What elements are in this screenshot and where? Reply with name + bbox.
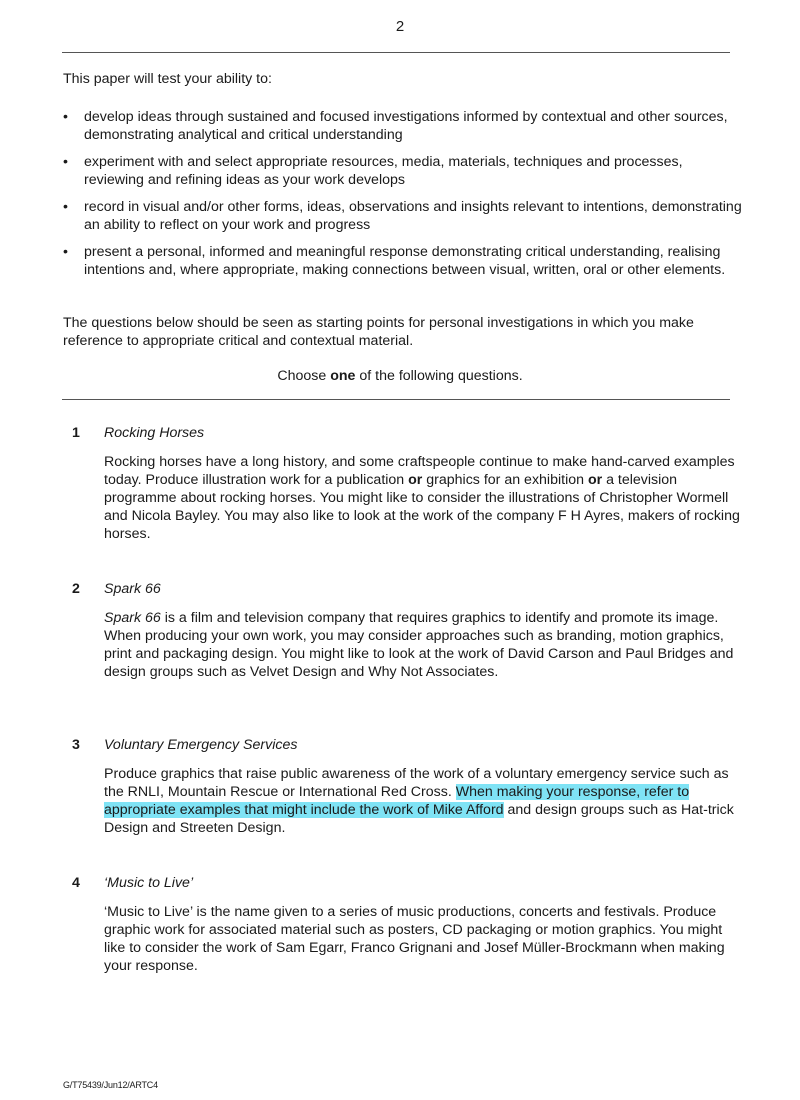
section-divider xyxy=(62,399,730,400)
question-number: 3 xyxy=(72,737,80,753)
question-number: 4 xyxy=(72,875,80,891)
bullet-icon: • xyxy=(63,244,68,260)
document-code: G/T75439/Jun12/ARTC4 xyxy=(63,1080,158,1090)
choose-after: of the following questions. xyxy=(355,368,523,384)
page-number: 2 xyxy=(395,18,405,35)
top-divider xyxy=(62,52,730,53)
choose-before: Choose xyxy=(277,368,331,384)
objectives-list xyxy=(63,108,743,279)
intro-text: This paper will test your ability to: xyxy=(63,71,272,87)
q1-or-1: or xyxy=(408,472,423,488)
question-title: ‘Music to Live’ xyxy=(104,875,194,891)
q2-text: is a film and television company that requires graphics to identify and promote its image. When producing your own work, you may consider approaches such as branding, motion graphics, print and packaging design. You might like to look at the work of David Carson and Paul Bridges and design groups such as Velvet Design and Why Not Associates. xyxy=(104,610,734,680)
question-number: 1 xyxy=(72,425,80,441)
choose-bold: one xyxy=(330,368,356,384)
list-item xyxy=(63,108,743,144)
question-body: ‘Music to Live’ is the name given to a series of music productions, concerts and festivals. Produce graphic work for associated material such as posters, CD packaging or motion graphics. You might like to consider the work of Sam Egarr, Franco Grignani and Josef Müller-Brockmann when making your response. xyxy=(104,904,725,974)
bullet-icon: • xyxy=(63,199,68,215)
choose-instruction xyxy=(0,368,800,384)
q1-or-2: or xyxy=(587,472,603,488)
q2-company-name: Spark 66 xyxy=(104,610,161,626)
objective-text: develop ideas through sustained and focused investigations informed by contextual and other sources, demonstrating analytical and critical understanding xyxy=(84,109,728,143)
starting-points-text: The questions below should be seen as starting points for personal investigations in which you make reference to appropriate critical and contextual material. xyxy=(63,315,694,349)
q3-text-2: and design groups such as Hat-trick Design and Streeten Design. xyxy=(104,802,734,836)
list-item xyxy=(63,243,743,279)
question-body xyxy=(104,765,744,837)
q3-text-1: Produce graphics that raise public awareness of the work of a voluntary emergency service such as the RNLI, Mountain Rescue or International Red Cross. xyxy=(104,766,729,800)
objective-text: experiment with and select appropriate resources, media, materials, techniques and processes, reviewing and refining ideas as your work develops xyxy=(84,154,683,188)
list-item xyxy=(63,198,743,234)
q1-text-2: graphics for an exhibition xyxy=(422,472,588,488)
question-body xyxy=(104,609,744,681)
question-title: Voluntary Emergency Services xyxy=(104,737,298,753)
question-title: Spark 66 xyxy=(104,581,161,597)
question-title: Rocking Horses xyxy=(104,425,205,441)
q1-text-1: Rocking horses have a long history, and some craftspeople continue to make hand-carved examples today. Produce illustration work for a publication xyxy=(104,454,735,488)
objective-text: record in visual and/or other forms, ideas, observations and insights relevant to intentions, demonstrating an ability to reflect on your work and progress xyxy=(84,199,742,233)
highlighted-text: When making your response, refer to appropriate examples that might include the work of Mike Afford xyxy=(104,784,690,818)
objective-text: present a personal, informed and meaningful response demonstrating critical understanding, realising intentions and, where appropriate, making connections between visual, written, oral or other elements. xyxy=(84,244,726,278)
question-body xyxy=(104,453,744,543)
bullet-icon: • xyxy=(63,154,68,170)
bullet-icon: • xyxy=(63,109,68,125)
q1-text-3: a television programme about rocking horses. You might like to consider the illustrations of Christopher Wormell and Nicola Bayley. You may also like to look at the work of the company F H Ayres, makers of rocking horses. xyxy=(104,472,740,542)
question-number: 2 xyxy=(72,581,80,597)
list-item xyxy=(63,153,743,189)
